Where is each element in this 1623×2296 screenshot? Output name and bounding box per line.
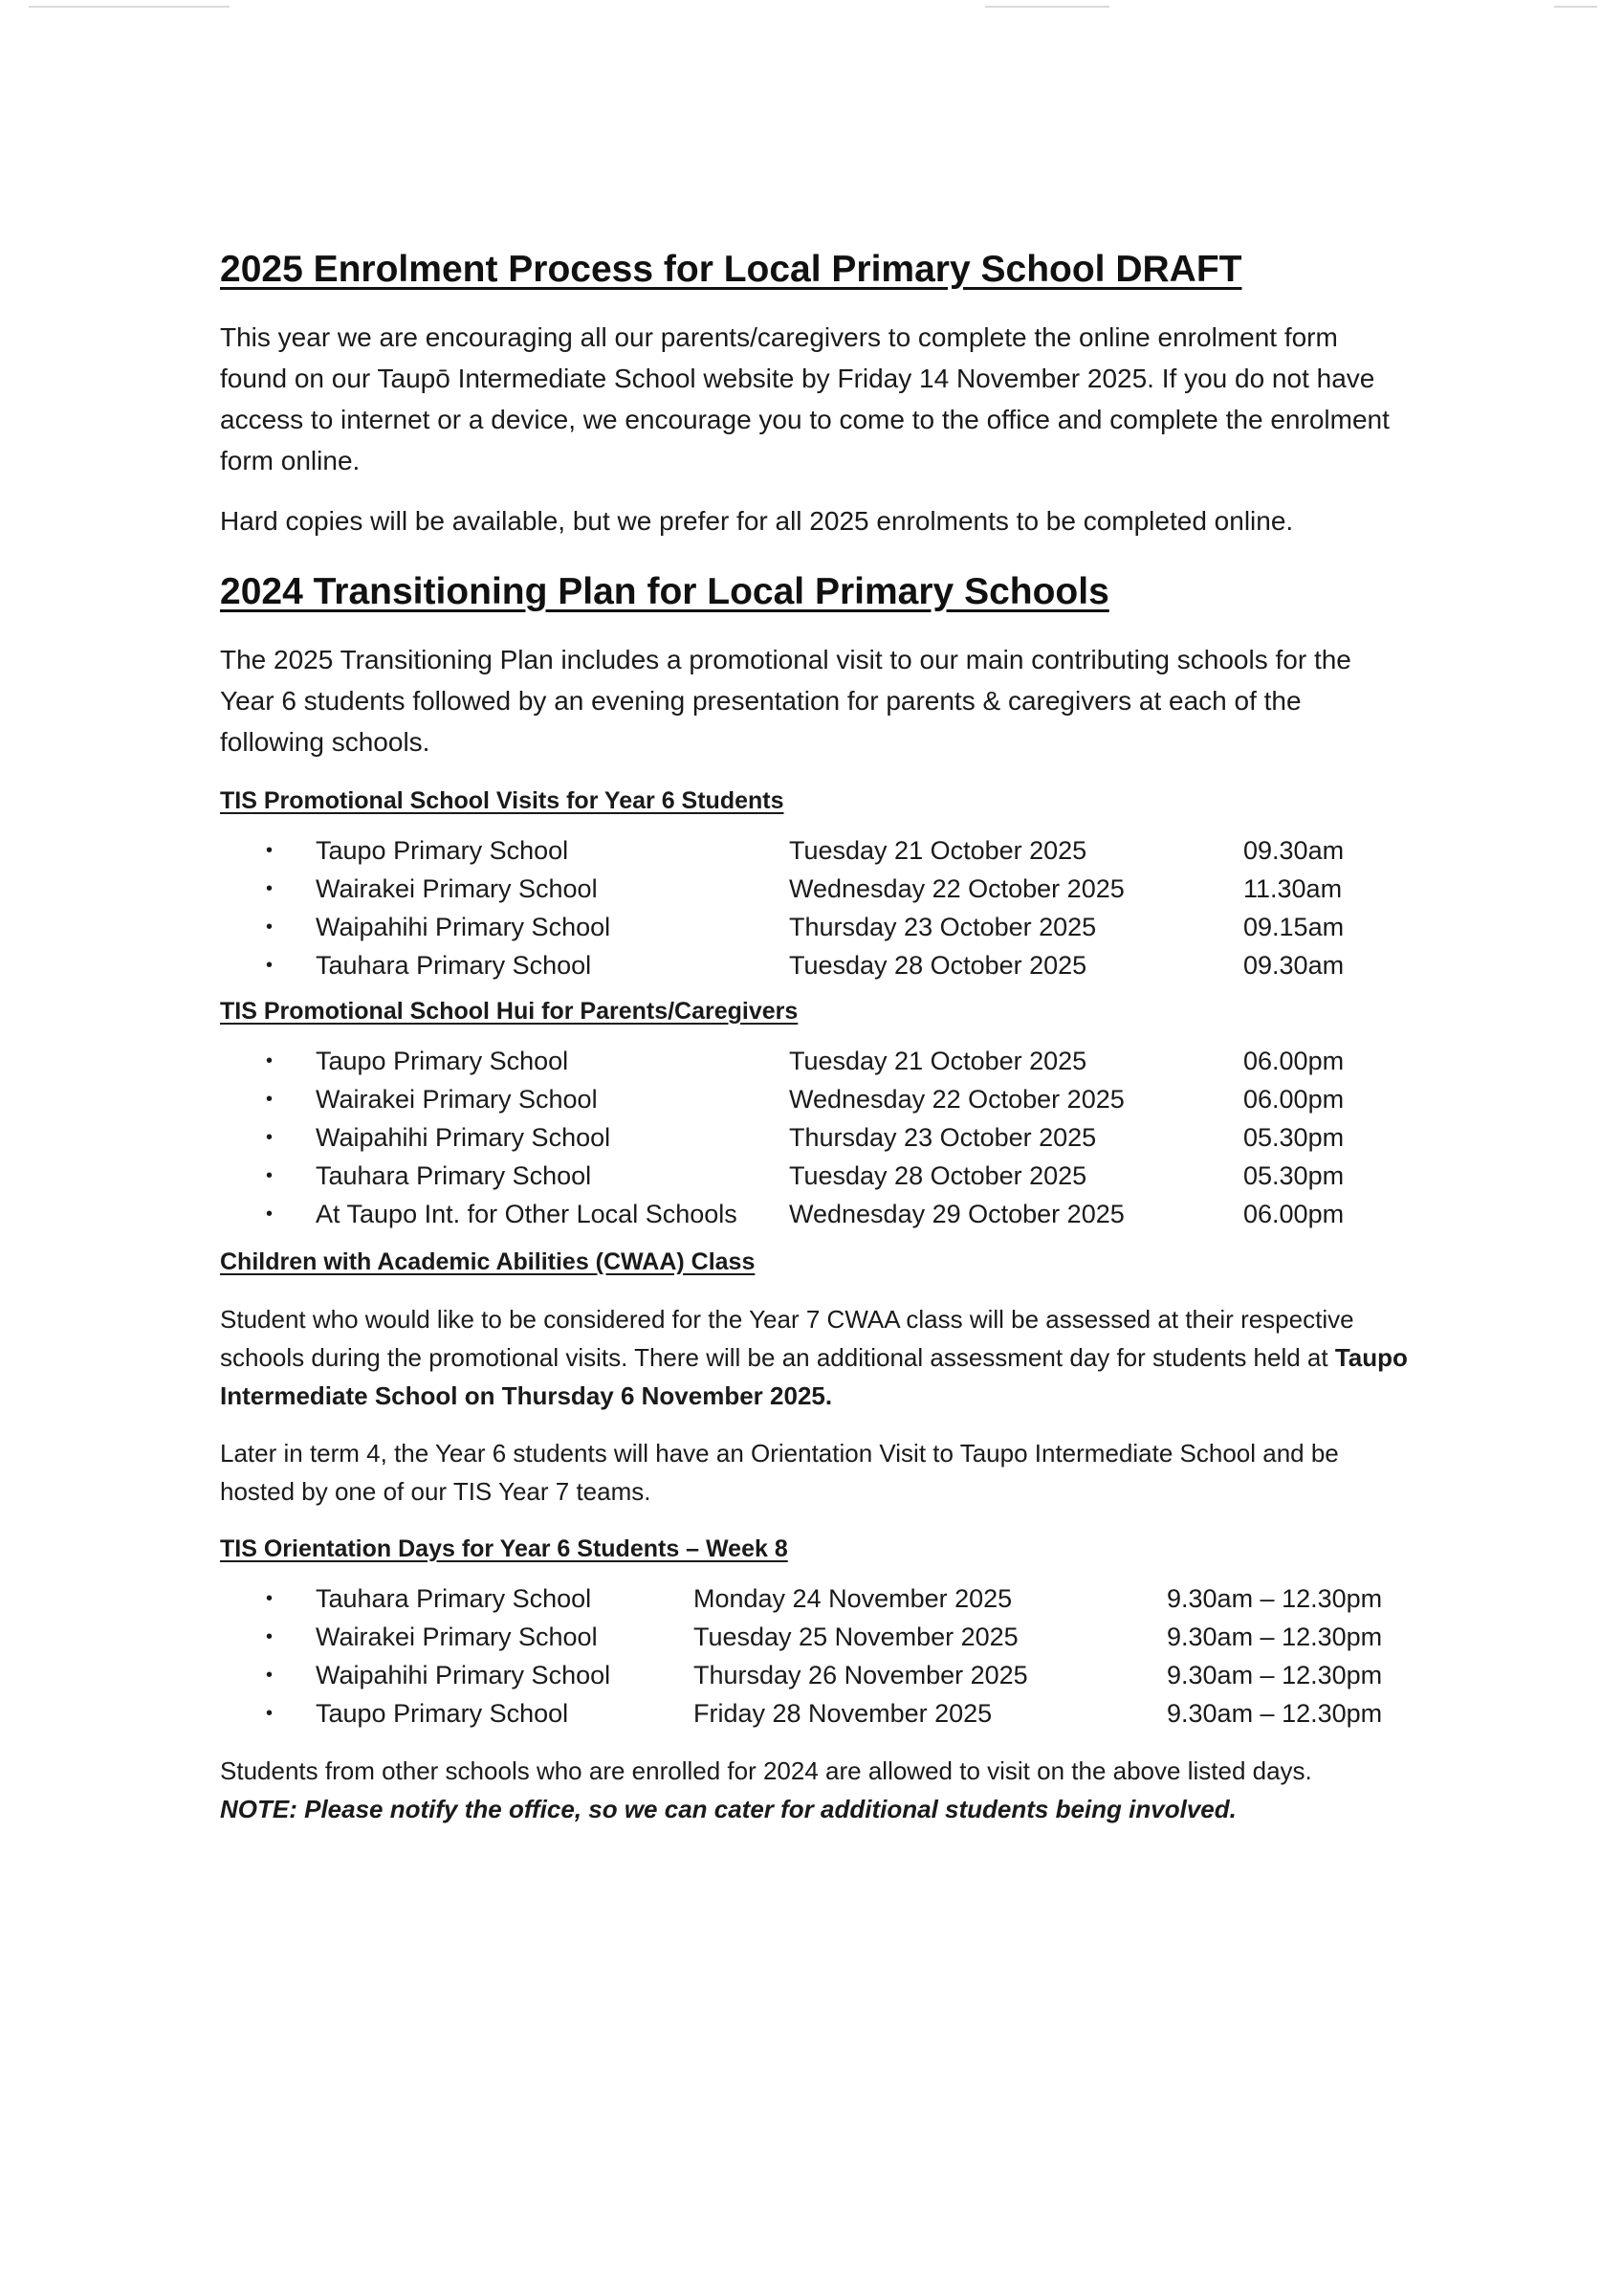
visit-time: 09.15am [1243, 912, 1345, 941]
visit-time: 9.30am – 12.30pm [1167, 1698, 1383, 1728]
visit-time: 05.30pm [1243, 1122, 1345, 1152]
cwaa-paragraph [220, 1300, 1411, 1415]
document-content [220, 244, 1411, 1828]
schedule-row [220, 1618, 1411, 1656]
schedule-row [220, 946, 1411, 984]
school-name: Tauhara Primary School [316, 1583, 592, 1613]
bullet-icon: • [266, 1664, 274, 1686]
school-name: Taupo Primary School [316, 1046, 569, 1075]
cwaa-heading: Children with Academic Abilities (CWAA) Class [220, 1248, 756, 1275]
visit-date: Wednesday 29 October 2025 [789, 1199, 1125, 1228]
hard-copies-paragraph: Hard copies will be available, but we prefer for all 2025 enrolments to be completed online. [220, 506, 1294, 536]
visit-date: Thursday 26 November 2025 [693, 1660, 1028, 1689]
bullet-icon: • [266, 954, 274, 976]
footer-text: Students from other schools who are enrolled for 2024 are allowed to visit on the above listed days. [220, 1756, 1312, 1785]
visit-date: Monday 24 November 2025 [693, 1583, 1013, 1613]
school-name: At Taupo Int. for Other Local Schools [316, 1199, 737, 1228]
visit-time: 06.00pm [1243, 1199, 1345, 1228]
schedule-row [220, 1195, 1411, 1233]
visit-time: 09.30am [1243, 950, 1345, 980]
scan-artifact [985, 6, 1109, 8]
school-name: Tauhara Primary School [316, 950, 592, 980]
hui-list [220, 1042, 1411, 1233]
visit-date: Thursday 23 October 2025 [789, 1122, 1097, 1152]
schedule-row [220, 1080, 1411, 1118]
enrolment-paragraph: This year we are encouraging all our parents/caregivers to complete the online enrolment form found on our Taupō Intermediate School website by Friday 14 November 2025. If you do not have access to internet or a device, we encourage you to come to the office and complete the enrolment form online. [220, 322, 1390, 475]
enrolment-section [220, 244, 1411, 541]
visit-date: Tuesday 21 October 2025 [789, 1046, 1087, 1075]
bullet-icon: • [266, 877, 274, 899]
visit-date: Friday 28 November 2025 [693, 1698, 993, 1728]
school-name: Wairakei Primary School [316, 1084, 598, 1114]
visits-list [220, 831, 1411, 984]
schedule-row [220, 1656, 1411, 1694]
school-name: Taupo Primary School [316, 835, 569, 865]
visit-date: Wednesday 22 October 2025 [789, 873, 1125, 903]
transition-title: 2024 Transitioning Plan for Local Primary Schools [220, 571, 1109, 612]
schedule-row [220, 908, 1411, 946]
school-name: Wairakei Primary School [316, 1622, 598, 1651]
school-name: Taupo Primary School [316, 1698, 569, 1728]
bullet-icon: • [266, 1702, 274, 1724]
visit-time: 06.00pm [1243, 1084, 1345, 1114]
school-name: Waipahihi Primary School [316, 1660, 611, 1689]
visit-time: 06.00pm [1243, 1046, 1345, 1075]
hui-heading: TIS Promotional School Hui for Parents/Caregivers [220, 998, 799, 1025]
schedule-row [220, 1118, 1411, 1157]
visit-date: Tuesday 21 October 2025 [789, 835, 1087, 865]
bullet-icon: • [266, 1088, 274, 1110]
cwaa-assessment-date: Taupo Intermediate School on Thursday 6 November 2025. [220, 1343, 1408, 1410]
visit-time: 09.30am [1243, 835, 1345, 865]
schedule-row [220, 1579, 1411, 1618]
visit-date: Tuesday 25 November 2025 [693, 1622, 1019, 1651]
schedule-row [220, 870, 1411, 908]
transition-section [220, 566, 1411, 1828]
visit-time: 9.30am – 12.30pm [1167, 1660, 1383, 1689]
visit-time: 9.30am – 12.30pm [1167, 1583, 1383, 1613]
school-name: Waipahihi Primary School [316, 1122, 611, 1152]
transition-intro: The 2025 Transitioning Plan includes a promotional visit to our main contributing schools for the Year 6 students followed by an evening presentation for parents & caregivers at each of the following schools. [220, 645, 1351, 757]
visit-time: 9.30am – 12.30pm [1167, 1622, 1383, 1651]
visit-date: Tuesday 28 October 2025 [789, 950, 1087, 980]
orientation-intro: Later in term 4, the Year 6 students will have an Orientation Visit to Taupo Intermediate School and be hosted by one of our TIS Year 7 teams. [220, 1439, 1339, 1506]
visit-time: 11.30am [1243, 873, 1343, 903]
school-name: Tauhara Primary School [316, 1160, 592, 1190]
scan-artifact [29, 6, 230, 8]
scan-artifact [1554, 6, 1597, 8]
orientation-heading: TIS Orientation Days for Year 6 Students – Week 8 [220, 1535, 788, 1562]
visit-time: 05.30pm [1243, 1160, 1345, 1190]
cwaa-text: Student who would like to be considered for the Year 7 CWAA class will be assessed at their respective schools during the promotional visits. There will be an additional assessment day for students held at [220, 1305, 1354, 1372]
school-name: Waipahihi Primary School [316, 912, 611, 941]
bullet-icon: • [266, 1625, 274, 1647]
schedule-row [220, 1694, 1411, 1733]
bullet-icon: • [266, 1164, 274, 1186]
bullet-icon: • [266, 1049, 274, 1071]
visit-date: Thursday 23 October 2025 [789, 912, 1097, 941]
enrolment-title: 2025 Enrolment Process for Local Primary School DRAFT [220, 249, 1242, 290]
visits-heading: TIS Promotional School Visits for Year 6 Students [220, 787, 784, 814]
bullet-icon: • [266, 1126, 274, 1148]
orientation-list [220, 1579, 1411, 1733]
schedule-row [220, 831, 1411, 870]
footer-note: NOTE: Please notify the office, so we can cater for additional students being involved. [220, 1795, 1237, 1823]
bullet-icon: • [266, 1587, 274, 1609]
schedule-row [220, 1157, 1411, 1195]
bullet-icon: • [266, 1203, 274, 1225]
bullet-icon: • [266, 839, 274, 861]
school-name: Wairakei Primary School [316, 873, 598, 903]
schedule-row [220, 1042, 1411, 1080]
bullet-icon: • [266, 916, 274, 938]
visit-date: Tuesday 28 October 2025 [789, 1160, 1087, 1190]
visit-date: Wednesday 22 October 2025 [789, 1084, 1125, 1114]
